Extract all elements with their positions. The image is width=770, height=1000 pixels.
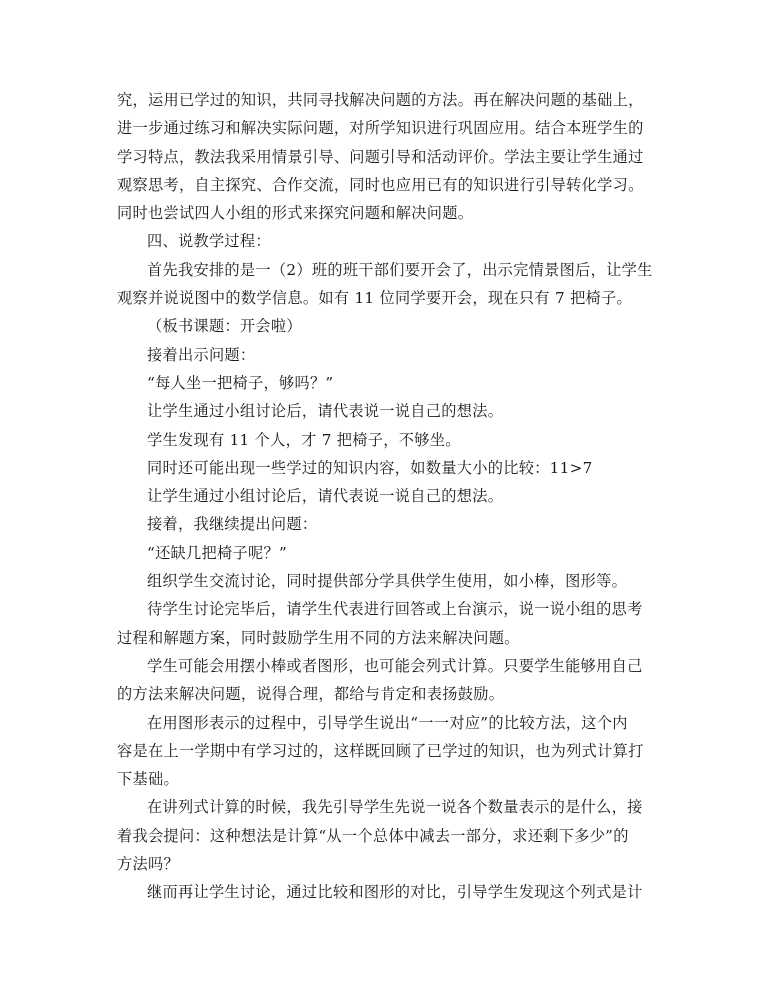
text-line: 进一步通过练习和解决实际问题，对所学知识进行巩固应用。结合本班学生的 <box>117 119 644 138</box>
text-line: 组织学生交流讨论，同时提供部分学具供学生使用，如小棒，图形等。 <box>147 572 628 591</box>
text-line: 究，运用已学过的知识，共同寻找解决问题的方法。再在解决问题的基础上， <box>117 91 644 109</box>
text-line: “每人坐一把椅子，够吗？” <box>147 373 334 392</box>
text-line: 让学生通过小组讨论后，请代表说一说自己的想法。 <box>147 402 504 421</box>
text-line: 待学生讨论完毕后，请学生代表进行回答或上台演示，说一说小组的思考 <box>147 600 643 619</box>
text-line: 方法吗？ <box>117 855 179 874</box>
document-body <box>117 86 657 907</box>
text-line: 着我会提问：这种想法是计算“从一个总体中减去一部分，求还剩下多少”的 <box>117 826 629 845</box>
text-line: 四、说教学过程： <box>147 232 271 251</box>
text-line: 让学生通过小组讨论后，请代表说一说自己的想法。 <box>147 487 504 506</box>
text-line: 学生可能会用摆小棒或者图形，也可能会列式计算。只要学生能够用自己 <box>147 656 643 675</box>
text-line: 的方法来解决问题，说得合理，都给与肯定和表扬鼓励。 <box>117 685 505 704</box>
text-line: 同时也尝试四人小组的形式来探究问题和解决问题。 <box>117 204 474 223</box>
text-line: 在讲列式计算的时候，我先引导学生先说一说各个数量表示的是什么，接 <box>147 798 643 817</box>
text-line: 首先我安排的是一（2）班的班干部们要开会了，出示完情景图后，让学生 <box>147 260 653 279</box>
text-line: 学生发现有 11 个人，才 7 把椅子，不够坐。 <box>147 430 461 449</box>
text-line: 在用图形表示的过程中，引导学生说出“一一对应”的比较方法，这个内 <box>147 713 628 732</box>
text-line: 观察思考，自主探究、合作交流，同时也应用已有的知识进行引导转化学习。 <box>117 175 644 194</box>
text-line: 容是在上一学期中有学习过的，这样既回顾了已学过的知识，也为列式计算打 <box>117 741 644 760</box>
text-line: 过程和解题方案，同时鼓励学生用不同的方法来解决问题。 <box>117 628 520 647</box>
text-line: 学习特点，教法我采用情景引导、问题引导和活动评价。学法主要让学生通过 <box>117 147 644 166</box>
text-line: （板书课题：开会啦） <box>147 317 302 336</box>
text-line: 继而再让学生讨论，通过比较和图形的对比，引导学生发现这个列式是计 <box>147 883 643 902</box>
text-line: 观察并说说图中的数学信息。如有 11 位同学要开会，现在只有 7 把椅子。 <box>117 289 633 308</box>
text-line: 接着出示问题： <box>147 345 256 364</box>
text-line: 同时还可能出现一些学过的知识内容，如数量大小的比较：11>7 <box>147 458 593 477</box>
text-line: “还缺几把椅子呢？” <box>147 543 288 562</box>
text-line: 下基础。 <box>117 770 179 789</box>
text-line: 接着，我继续提出问题： <box>147 515 318 534</box>
